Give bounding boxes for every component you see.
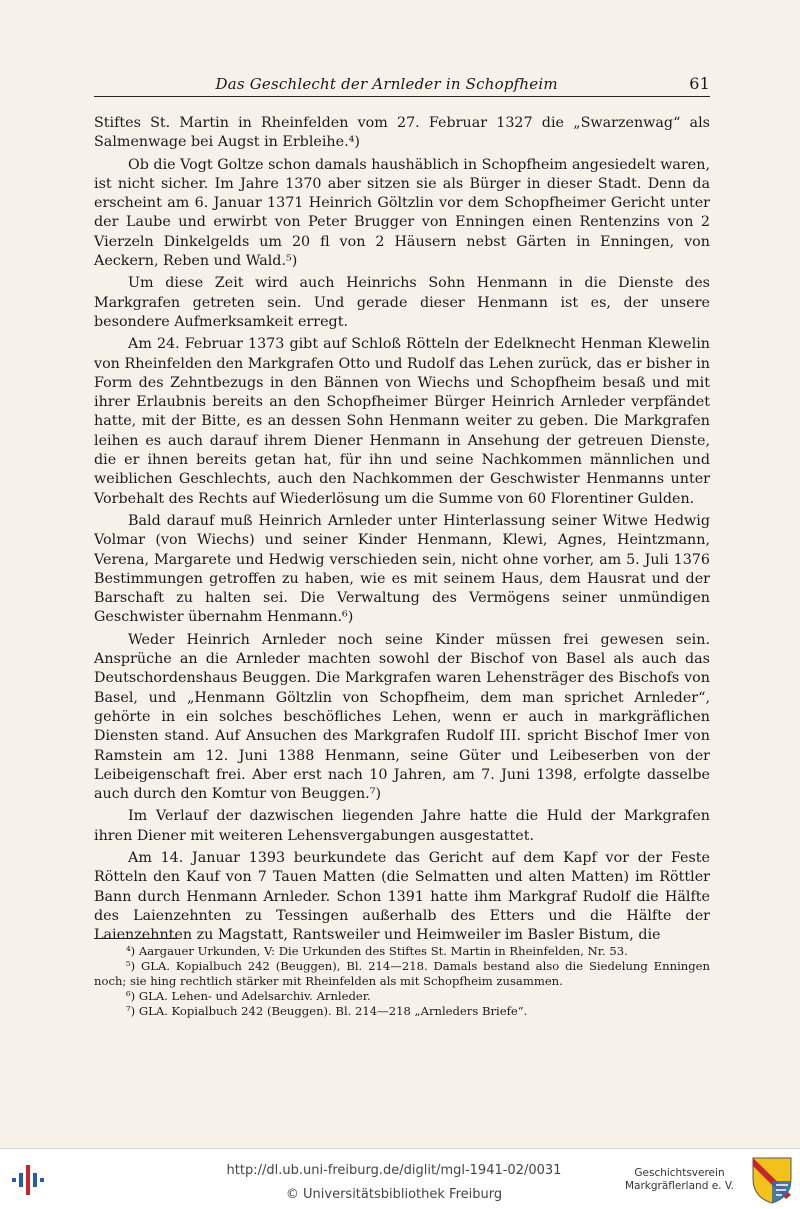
footer-copyright: © Universitätsbibliothek Freiburg	[285, 1187, 503, 1202]
paragraph: Ob die Vogt Goltze schon damals haushäblich in Schopfheim angesiedelt waren, ist nicht sicher. Im Jahre 1370 aber sitzen sie als Bürger in dieser Stadt. Denn da erscheint am 6. Januar 1371 Heinrich Göltzlin vor dem Schopfheimer Gericht unter der Laube und erwirbt von Peter Brugger von Enningen einen Rentenzins von 2 Vierzeln Dinkelgelds um 20 fl von 2 Häusern nebst Gärten in Enningen, von Aeckern, Reben und Wald.⁵)	[94, 156, 711, 270]
running-title: Das Geschlecht der Arnleder in Schopfheim	[215, 75, 558, 93]
paragraph: Bald darauf muß Heinrich Arnleder unter Hinterlassung seiner Witwe Hedwig Volmar (von Wiechs) und seiner Kinder Henmann, Klewi, Agnes, Heintzmann, Verena, Margarete und Hedwig verschieden sein, nicht ohne vorher, am 5. Juli 1376 Bestimmungen getroffen zu haben, wie es mit seinem Haus, dem Hausrat und der Barschaft zu halten sei. Die Verwaltung des Vermögens seiner unmündigen Geschwister übernahm Henmann.⁶)	[94, 512, 710, 626]
footer-url-link[interactable]: http://dl.ub.uni-freiburg.de/diglit/mgl-1941-02/0031	[226, 1163, 562, 1178]
paragraph: Am 24. Februar 1373 gibt auf Schloß Rötteln der Edelknecht Henman Klewelin von Rheinfelden den Markgrafen Otto und Rudolf das Lehen zurück, das er bisher in Form des Zehntbezugs in den Bännen von Wiechs und Schopfheim besaß und mit ihrer Erlaubnis bereits an den Schopfheimer Bürger Heinrich Arnleder verpfändet hatte, mit der Bitte, es an dessen Sohn Henmann weiter zu geben. Die Markgrafen leihen es auch darauf ihrem Diener Henmann in Ansehung der getreuen Dienste, die er ihnen bereits getan hat, für ihn und seine Nachkommen männlichen und weiblichen Geschlechts, auch den Nachkommen der Geschwister Henmanns unter Vorbehalt des Rechts auf Wiederlösung um die Summe von 60 Florentiner Gulden.	[94, 336, 710, 507]
coat-of-arms-icon[interactable]	[750, 1155, 794, 1205]
viewer-footer	[0, 1148, 800, 1209]
paragraph: Im Verlauf der dazwischen liegenden Jahre hatte die Huld der Markgrafen ihren Diener mit weiteren Lehensvergabungen ausgestattet.	[94, 808, 710, 844]
footnote: ⁷) GLA. Kopialbuch 242 (Beuggen). Bl. 214—218 „Arnleders Briefe“.	[126, 1003, 528, 1018]
paragraph: Stiftes St. Martin in Rheinfelden vom 27. Februar 1327 die „Swarzenwag“ als Salmenwage bei Augst in Erbleihe.⁴)	[94, 115, 710, 151]
society-name[interactable]	[612, 1167, 747, 1193]
paragraph: Weder Heinrich Arnleder noch seine Kinder müssen frei gewesen sein. Ansprüche an die Arnleder machten sowohl der Bischof von Basel als auch das Deutschordenshaus Beuggen. Die Markgrafen waren Lehensträger des Bischofs von Basel, und „Henmann Göltzlin von Schopfheim, dem man sprichet Arnleder“, gehörte in ein solches beschöfliches Lehen, wenn er auch in markgräflichen Diensten stand. Auf Ansuchen des Markgrafen Rudolf III. spricht Bischof Imer von Ramstein am 12. Juni 1388 Henmann, seine Güter und Leibeserben von der Leibeigenschaft frei. Aber erst nach 10 Jahren, am 7. Juni 1398, erfolgte dasselbe auch durch den Komtur von Beuggen.⁷)	[94, 631, 710, 803]
footnote: ⁵) GLA. Kopialbuch 242 (Beuggen), Bl. 214—218. Damals bestand also die Siedelung Enningen noch; sie hing rechtlich stärker mit Rheinfelden als mit Schopfheim zusammen.	[94, 958, 710, 988]
body-text	[94, 114, 710, 948]
header-rule	[94, 96, 710, 97]
footnote: ⁴) Aargauer Urkunden, V: Die Urkunden des Stiftes St. Martin in Rheinfelden, Nr. 53.	[126, 944, 628, 958]
society-line: Markgräflerland e. V.	[624, 1180, 734, 1192]
page-number: 61	[689, 74, 710, 93]
paragraph: Am 14. Januar 1393 beurkundete das Gericht auf dem Kapf vor der Feste Rötteln den Kauf von 7 Tauen Matten (die Selmatten und alten Matten) im Röttler Bann durch Henmann Arnleder. Schon 1391 hatte ihm Markgraf Rudolf die Hälfte des Laienzehnten zu Tessingen außerhalb des Etters und die Hälfte der Laienzehnten zu Magstatt, Rantsweiler und Heimweiler im Basler Bistum, die	[94, 849, 710, 944]
footnote-rule	[94, 938, 178, 939]
running-head	[94, 74, 710, 93]
footnote: ⁶) GLA. Lehen- und Adelsarchiv. Arnleder.	[126, 988, 371, 1003]
society-line: Geschichtsverein	[634, 1167, 725, 1179]
paragraph: Um diese Zeit wird auch Heinrichs Sohn Henmann in die Dienste des Markgrafen getreten sein. Und gerade dieser Henmann ist es, der unsere besondere Aufmerksamkeit erregt.	[94, 275, 710, 330]
footnotes	[94, 944, 710, 1019]
